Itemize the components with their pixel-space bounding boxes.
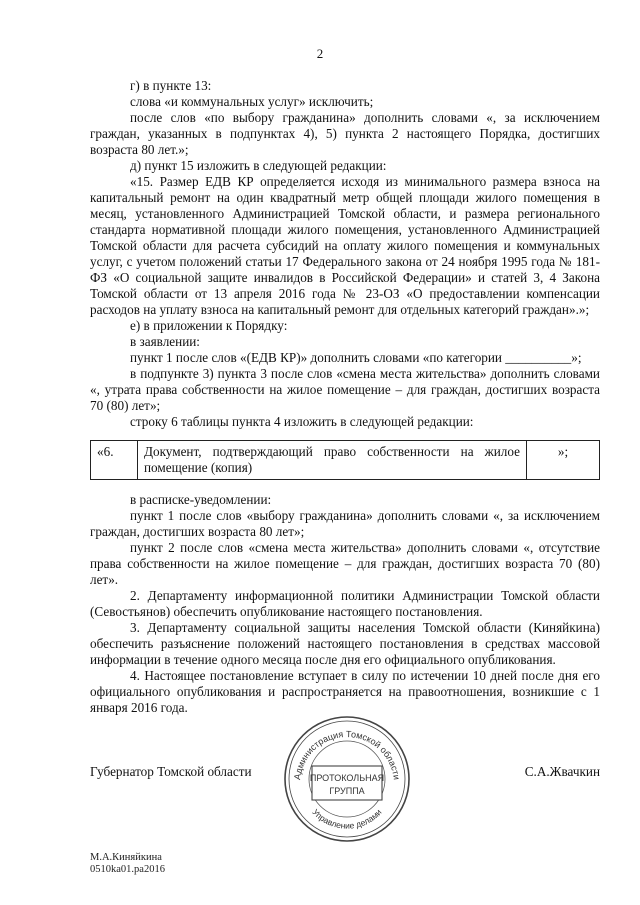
paragraph: пункт 1 после слов «(ЕДВ КР)» дополнить словами «по категории __________»; [130, 350, 582, 365]
paragraph: г) в пункте 13: [130, 78, 212, 93]
table-row-6 [90, 440, 600, 480]
page-number: 2 [316, 46, 324, 61]
paragraph: пункт 1 после слов «выбору гражданина» дополнить словами «, за исключением граждан, достигших возраста 80 лет»; [90, 508, 600, 539]
official-stamp [282, 714, 412, 844]
paragraph: «15. Размер ЕДВ КР определяется исходя из минимального размера взноса на капитальный ремонт на один квадратный метр общей площади жилого помещения в месяц, установленного Администрацией Томской области, и размера регионального стандарта нормативной площади жилого помещения, установленного Администрацией Томской области для расчета субсидий на оплату жилого помещения и коммунальных услуг, с учетом положений статьи 17 Федерального закона от 24 ноября 1995 года № 181-ФЗ «О социальной защите инвалидов в Российской Федерации» и статей 3, 4 Закона Томской области от 13 апреля 2016 года № 23-ОЗ «О предоставлении компенсации расходов на уплату взноса на капитальный ремонт для отдельных категорий граждан».»; [90, 174, 600, 317]
paragraph: 2. Департаменту информационной политики Администрации Томской области (Севостьянов) обеспечить опубликование настоящего постановления. [90, 588, 600, 619]
stamp-bottom-text: Управление делами [310, 807, 384, 831]
paragraph: в расписке-уведомлении: [130, 492, 272, 507]
paragraph: 3. Департаменту социальной защиты населения Томской области (Киняйкина) обеспечить разъяснение положений настоящего постановления в средствах массовой информации в течение одного месяца после дня его официального опубликования. [90, 620, 600, 667]
table-row [91, 441, 600, 480]
paragraph: д) пункт 15 изложить в следующей редакции: [130, 158, 387, 173]
paragraph: пункт 2 после слов «смена места жительства» дополнить словами «, отсутствие права собственности на жилое помещение – для граждан, достигших возраста 70 (80) лет». [90, 540, 600, 587]
paragraph: после слов «по выбору гражданина» дополнить словами «, за исключением граждан, указанных в подпунктах 4), 5) пункта 2 настоящего Порядка, достигших возраста 80 лет.»; [90, 110, 600, 157]
paragraph: в заявлении: [130, 334, 200, 349]
document-body [90, 78, 600, 716]
stamp-inner-text-2: ГРУППА [329, 786, 365, 796]
stamp-inner-text-1: ПРОТОКОЛЬНАЯ [309, 773, 385, 783]
signatory-position: Губернатор Томской области [90, 764, 252, 779]
paragraph: слова «и коммунальных услуг» исключить; [130, 94, 374, 109]
closing-cell: »; [527, 441, 600, 480]
paragraph: 4. Настоящее постановление вступает в силу по истечении 10 дней после дня его официального опубликования и распространяется на правоотношения, возникшие с 1 января 2016 года. [90, 668, 600, 715]
executor-name: М.А.Киняйкина [90, 852, 162, 863]
row-number-cell: «6. [91, 441, 138, 480]
paragraph: в подпункте 3) пункта 3 после слов «смена места жительства» дополнить словами «, утрата права собственности на жилое помещение – для граждан, достигших возраста 70 (80) лет»; [90, 366, 600, 413]
document-cell: Документ, подтверждающий право собственности на жилое помещение (копия) [138, 441, 527, 480]
paragraph: е) в приложении к Порядку: [130, 318, 288, 333]
stamp-outer-text: Администрация Томской области [292, 728, 402, 781]
paragraph: строку 6 таблицы пункта 4 изложить в следующей редакции: [130, 414, 474, 429]
signatory-name: С.А.Жвачкин [524, 764, 600, 779]
executor-code: 0510ka01.pa2016 [90, 864, 165, 875]
